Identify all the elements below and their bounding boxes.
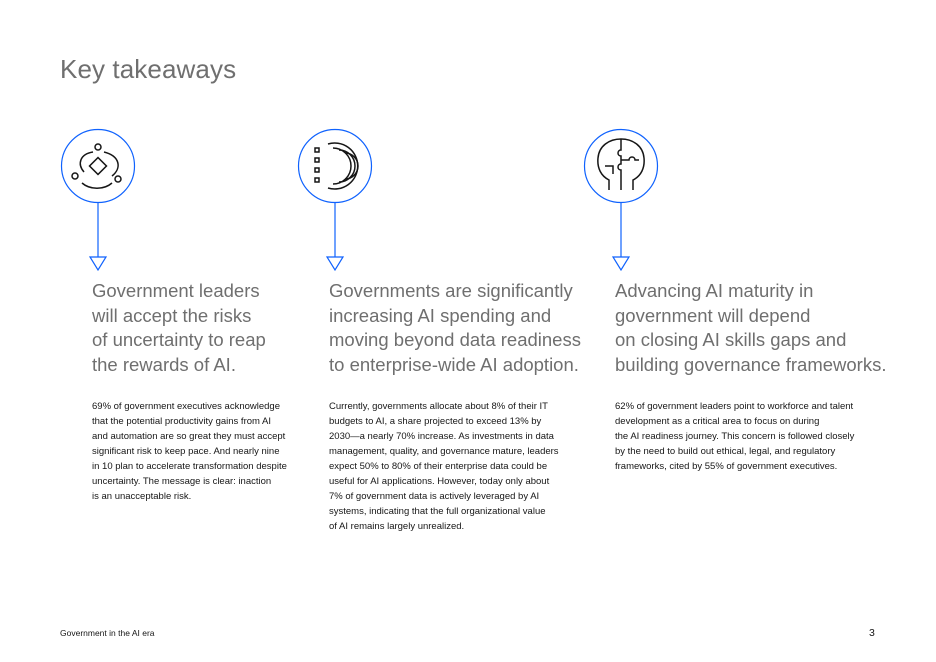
data-moon-icon: [297, 128, 375, 274]
takeaway-headline: [92, 279, 266, 377]
head-puzzle-icon: [583, 128, 661, 274]
takeaway-headline: [615, 279, 886, 377]
headline-line: building governance frameworks.: [615, 353, 887, 375]
body-line: frameworks, cited by 55% of government executives.: [615, 461, 838, 472]
body-line: systems, indicating that the full organizational value: [329, 506, 546, 517]
headline-line: Government leaders: [92, 280, 260, 301]
body-line: of AI remains largely unrealized.: [329, 521, 465, 532]
takeaway-body: [615, 399, 854, 474]
body-line: 69% of government executives acknowledge: [92, 401, 281, 412]
body-line: development as a critical area to focus on during: [615, 416, 820, 427]
body-line: is an unacceptable risk.: [92, 491, 192, 502]
body-line: expect 50% to 80% of their enterprise data could be: [329, 461, 548, 472]
body-line: useful for AI applications. However, today only about: [329, 476, 550, 487]
takeaway-body: [329, 399, 559, 534]
headline-line: on closing AI skills gaps and: [615, 329, 847, 351]
body-line: and automation are so great they must accept: [92, 431, 286, 442]
body-line: budgets to AI, a share projected to exceed 13% by: [329, 416, 542, 427]
body-line: 7% of government data is actively leveraged by AI: [329, 491, 540, 502]
headline-line: the rewards of AI.: [92, 353, 236, 375]
body-line: that the potential productivity gains from AI: [92, 416, 272, 427]
body-line: 2030—a nearly 70% increase. As investments in data: [329, 431, 554, 442]
takeaway-headline: [329, 279, 581, 377]
headline-line: increasing AI spending and: [329, 304, 552, 326]
headline-line: to enterprise-wide AI adoption.: [329, 353, 579, 375]
headline-line: Advancing AI maturity in: [615, 280, 814, 301]
headline-line: will accept the risks: [92, 304, 252, 326]
body-line: management, quality, and governance mature, leaders: [329, 446, 559, 457]
takeaway-body: [92, 399, 287, 504]
page-number: 3: [869, 627, 875, 639]
body-line: 62% of government leaders point to workforce and talent: [615, 401, 854, 412]
body-line: in 10 plan to accelerate transformation despite: [92, 461, 287, 472]
body-line: by the need to build out ethical, legal, and regulatory: [615, 446, 836, 457]
footer-title: Government in the AI era: [60, 628, 155, 638]
orbit-diamond-icon: [60, 128, 138, 274]
page-title: Key takeaways: [60, 54, 237, 84]
headline-line: moving beyond data readiness: [329, 329, 581, 351]
body-line: the AI readiness journey. This concern is followed closely: [615, 431, 855, 442]
body-line: significant risk to keep pace. And nearly nine: [92, 446, 280, 457]
headline-line: government will depend: [615, 304, 811, 326]
headline-line: of uncertainty to reap: [92, 329, 266, 351]
headline-line: Governments are significantly: [329, 280, 573, 301]
body-line: uncertainty. The message is clear: inaction: [92, 476, 272, 487]
body-line: Currently, governments allocate about 8% of their IT: [329, 401, 548, 412]
